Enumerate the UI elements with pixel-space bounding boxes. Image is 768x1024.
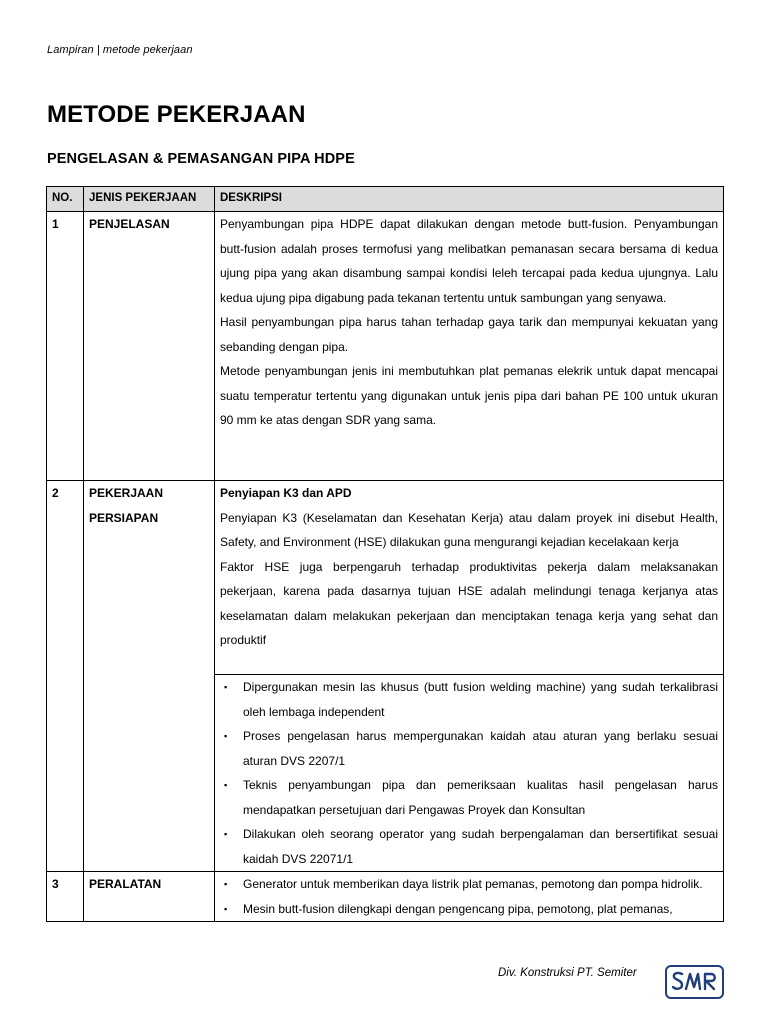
header-jenis: JENIS PEKERJAAN bbox=[84, 187, 215, 212]
bullet-icon: ▪ bbox=[224, 682, 228, 692]
bullet-icon: ▪ bbox=[224, 780, 228, 790]
header-no: NO. bbox=[47, 187, 84, 212]
bullet-list bbox=[220, 872, 718, 921]
page-subtitle: PENGELASAN & PEMASANGAN PIPA HDPE bbox=[47, 151, 355, 167]
page-title: METODE PEKERJAAN bbox=[47, 101, 306, 128]
bullet-icon: ▪ bbox=[224, 879, 228, 889]
list-item-text: Teknis penyambungan pipa dan pemeriksaan kualitas hasil pengelasan harus mendapatkan persetujuan dari Pengawas Proyek dan Konsultan bbox=[243, 778, 718, 817]
page-header-breadcrumb: Lampiran | metode pekerjaan bbox=[47, 44, 193, 56]
row-number: 2 bbox=[47, 481, 84, 872]
bullet-icon: ▪ bbox=[224, 731, 228, 741]
row-jenis bbox=[84, 481, 215, 872]
list-item-text: Dipergunakan mesin las khusus (butt fusion welding machine) yang sudah terkalibrasi oleh lembaga independent bbox=[243, 680, 718, 719]
row-jenis-line: PEKERJAAN bbox=[89, 486, 164, 500]
row-deskripsi bbox=[215, 212, 724, 481]
description-paragraph: Faktor HSE juga berpengaruh terhadap produktivitas pekerja dalam melaksanakan pekerjaan, karena pada dasarnya tujuan HSE adalah melindungi tenaga kerjanya atas keselamatan dalam melakukan pekerjaan dan menciptakan tenaga kerja yang sehat dan produktif bbox=[220, 559, 718, 647]
row-jenis-line: PERSIAPAN bbox=[89, 510, 159, 525]
list-item-text: Dilakukan oleh seorang operator yang sudah berpengalaman dan bersertifikat sesuai kaidah DVS 22071/1 bbox=[243, 827, 718, 866]
work-method-table bbox=[46, 186, 724, 922]
list-item bbox=[220, 872, 718, 897]
list-item bbox=[220, 822, 718, 871]
table-row bbox=[47, 212, 724, 481]
description-paragraph: Penyiapan K3 (Keselamatan dan Kesehatan Kerja) atau dalam proyek ini disebut Health, Safety, and Environment (HSE) dilakukan guna mengurangi kejadian kecelakaan kerja bbox=[220, 510, 718, 549]
table-header-row bbox=[47, 187, 724, 212]
description-paragraph: Hasil penyambungan pipa harus tahan terhadap gaya tarik dan mempunyai kekuatan yang sebanding dengan pipa. bbox=[220, 315, 718, 354]
bullet-icon: ▪ bbox=[224, 903, 228, 914]
smr-logo-icon bbox=[667, 967, 721, 996]
list-item-text: Proses pengelasan harus mempergunakan kaidah atau aturan yang berlaku sesuai aturan DVS 2207/1 bbox=[243, 729, 718, 768]
row-deskripsi-bullets bbox=[215, 872, 724, 922]
header-deskripsi: DESKRIPSI bbox=[215, 187, 724, 212]
row-number: 1 bbox=[47, 212, 84, 481]
table-row bbox=[47, 872, 724, 922]
row-number: 3 bbox=[47, 872, 84, 922]
list-item-text: Mesin butt-fusion dilengkapi dengan pengencang pipa, pemotong, plat pemanas, bbox=[243, 901, 673, 916]
table-row bbox=[47, 481, 724, 675]
description-subheading: Penyiapan K3 dan APD bbox=[220, 486, 352, 500]
list-item bbox=[220, 724, 718, 773]
row-jenis: PENJELASAN bbox=[84, 212, 215, 481]
list-item-text: Generator untuk memberikan daya listrik plat pemanas, pemotong dan pompa hidrolik. bbox=[243, 877, 703, 891]
list-item bbox=[220, 897, 718, 922]
description-paragraph: Metode penyambungan jenis ini membutuhkan plat pemanas elekrik untuk dapat mencapai suatu temperatur tertentu yang digunakan untuk jenis pipa dari bahan PE 100 untuk ukuran 90 mm ke atas dengan SDR yang sama. bbox=[220, 364, 718, 427]
bullet-list bbox=[220, 675, 718, 871]
bullet-icon: ▪ bbox=[224, 829, 228, 839]
row-deskripsi bbox=[215, 481, 724, 675]
row-deskripsi-bullets bbox=[215, 675, 724, 872]
row-jenis: PERALATAN bbox=[84, 872, 215, 922]
list-item bbox=[220, 675, 718, 724]
company-logo bbox=[665, 965, 724, 999]
description-paragraph: Penyambungan pipa HDPE dapat dilakukan dengan metode butt-fusion. Penyambungan butt-fusion adalah proses termofusi yang melibatkan pemanasan secara bersama di kedua ujung pipa yang akan disambung sampai kondisi leleh tercapai pada kedua ujungnya. Lalu kedua ujung pipa digabung pada tekanan tertentu untuk sambungan yang senyawa. bbox=[220, 217, 718, 305]
list-item bbox=[220, 773, 718, 822]
footer-company-text: Div. Konstruksi PT. Semiter bbox=[498, 967, 637, 979]
